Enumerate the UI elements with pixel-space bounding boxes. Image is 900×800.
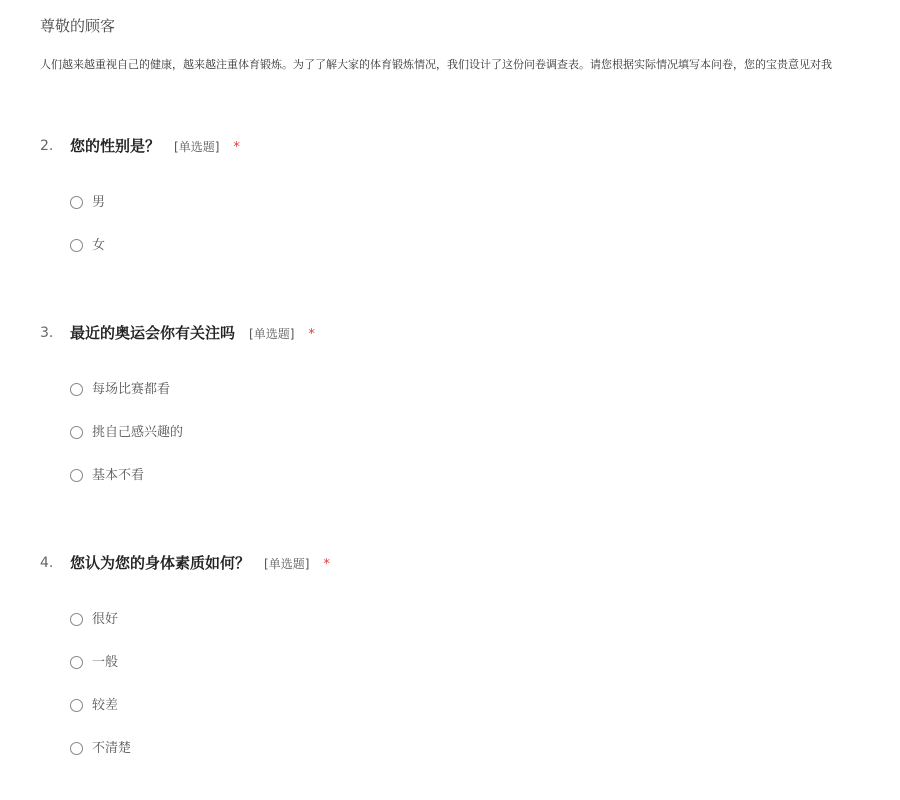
radio-button[interactable]	[70, 426, 83, 439]
option-label: 不清楚	[92, 741, 132, 756]
question-type-tag: [单选题]	[174, 140, 220, 154]
question-header	[40, 551, 860, 575]
option-very-good[interactable]	[70, 611, 131, 654]
option-label: 一般	[92, 655, 119, 670]
question-header	[40, 321, 860, 345]
option-label: 每场比赛都看	[92, 382, 171, 397]
question-title-text: 您认为您的身体素质如何？	[70, 554, 251, 572]
radio-button[interactable]	[70, 196, 83, 209]
question-type-tag: [单选题]	[249, 327, 295, 341]
option-rarely-watch[interactable]	[70, 467, 183, 510]
question-gender	[40, 134, 860, 253]
radio-button[interactable]	[70, 383, 83, 396]
option-male[interactable]	[70, 194, 105, 237]
option-label: 基本不看	[92, 468, 145, 483]
question-number: 2.	[40, 138, 54, 154]
option-poor[interactable]	[70, 697, 131, 740]
required-marker: *	[323, 557, 330, 572]
question-type-tag: [单选题]	[264, 557, 310, 571]
intro-text: 人们越来越重视自己的健康，越来越注重体育锻炼。为了了解大家的体育锻炼情况，我们设计了这份问卷调查表。请您根据实际情况填写本问卷，您的宝贵意见对我	[40, 58, 832, 71]
question-number: 3.	[40, 325, 54, 341]
option-label: 女	[92, 238, 106, 253]
radio-button[interactable]	[70, 469, 83, 482]
required-marker: *	[308, 327, 315, 342]
question-olympics	[40, 321, 860, 483]
question-title-text: 最近的奥运会你有关注吗	[70, 324, 236, 342]
option-label: 很好	[92, 612, 119, 627]
radio-button[interactable]	[70, 656, 83, 669]
option-watch-every-game[interactable]	[70, 381, 183, 424]
question-title	[70, 551, 330, 577]
radio-button[interactable]	[70, 699, 83, 712]
question-title	[70, 321, 315, 347]
required-marker: *	[233, 140, 240, 155]
question-header	[40, 134, 860, 158]
question-title-text: 您的性别是？	[70, 137, 161, 155]
option-label: 男	[92, 195, 106, 210]
radio-button[interactable]	[70, 239, 83, 252]
option-female[interactable]	[70, 237, 105, 280]
option-pick-interesting[interactable]	[70, 424, 183, 467]
option-label: 挑自己感兴趣的	[92, 425, 184, 440]
radio-button[interactable]	[70, 613, 83, 626]
option-label: 较差	[92, 698, 119, 713]
options-list	[70, 194, 105, 280]
options-list	[70, 611, 131, 783]
question-number: 4.	[40, 555, 54, 571]
options-list	[70, 381, 183, 510]
greeting-heading: 尊敬的顾客	[40, 17, 116, 35]
option-average[interactable]	[70, 654, 131, 697]
radio-button[interactable]	[70, 742, 83, 755]
question-fitness	[40, 551, 860, 756]
question-title	[70, 134, 240, 160]
option-unsure[interactable]	[70, 740, 131, 783]
